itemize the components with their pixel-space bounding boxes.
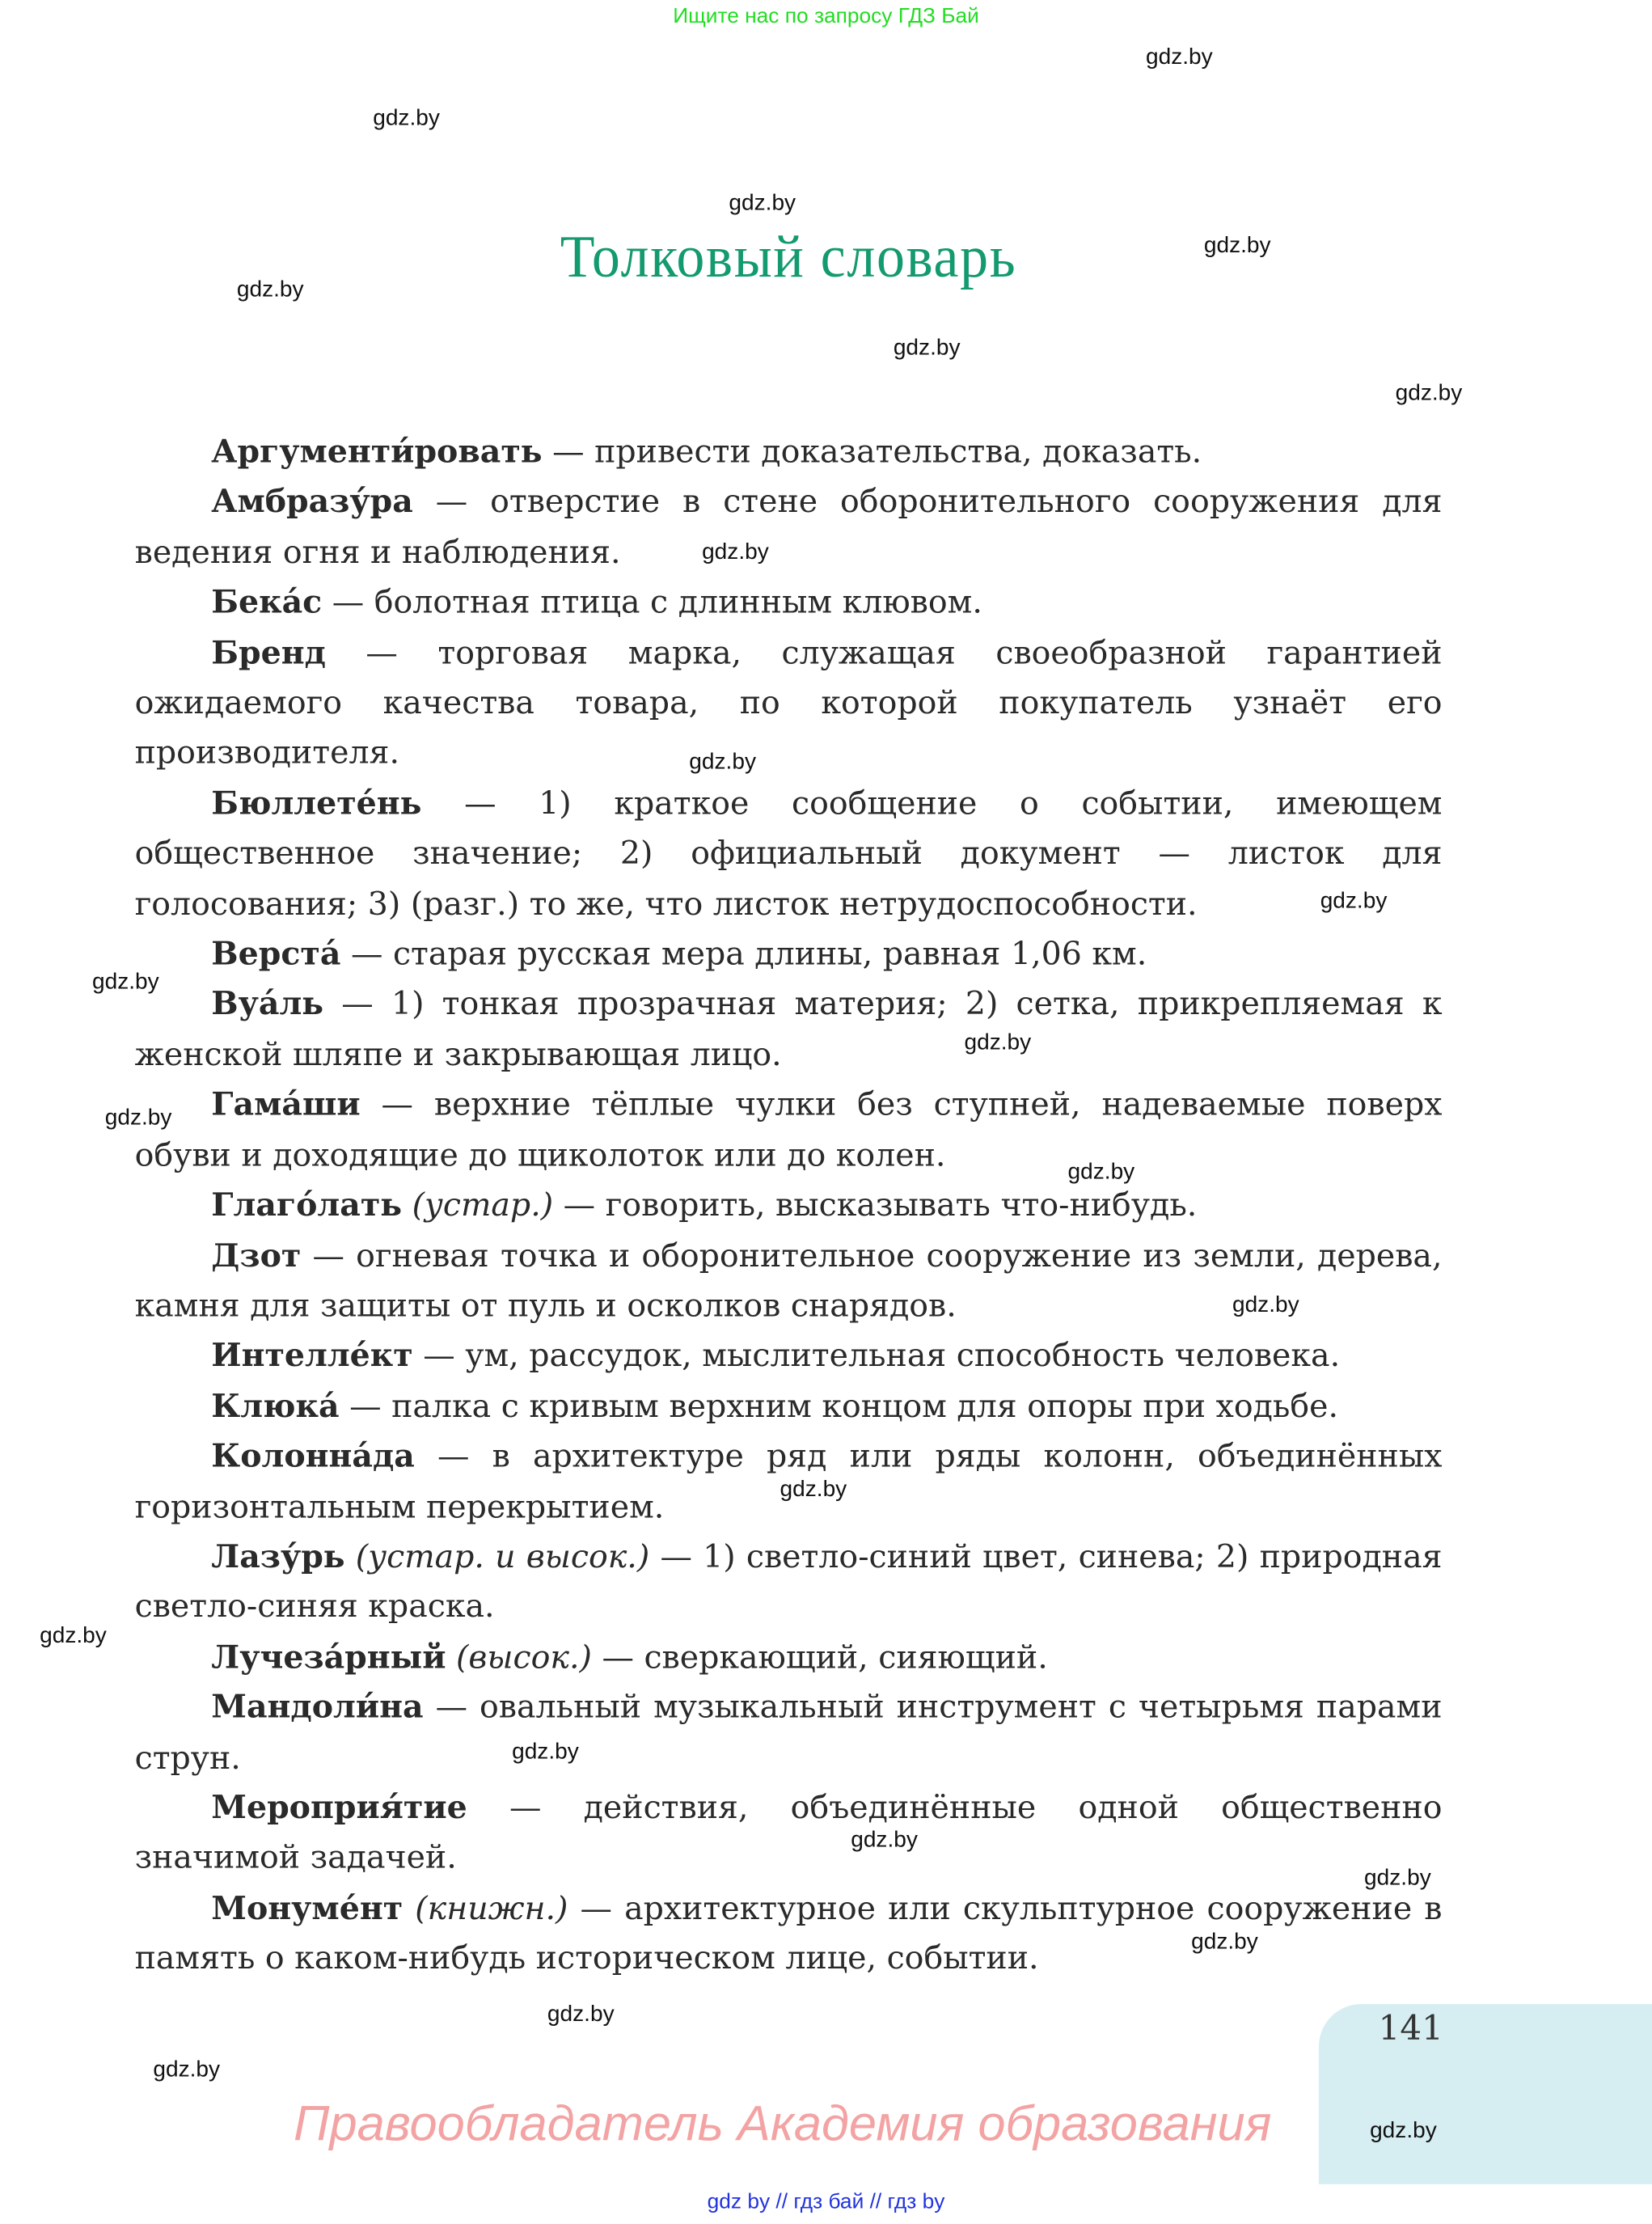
entry-term: Лучеза́рный: [211, 1638, 446, 1676]
gdz-watermark: gdz.by: [153, 2057, 221, 2082]
entry-term: Глаго́лать: [211, 1187, 403, 1224]
entry-definition: — 1) тонкая прозрачная материя; 2) сетка, прикрепляемая к женской шляпе и закрывающая лицо.: [134, 986, 1443, 1074]
footer-links: gdz by // гдз бай // гдз by: [707, 2189, 945, 2214]
entry-note: (устар.): [402, 1187, 554, 1224]
entry-term: Клюка́: [211, 1388, 340, 1425]
page-title: Толковый словарь: [560, 225, 1017, 291]
entry-term: Колонна́да: [211, 1438, 415, 1476]
entry-term: Интелле́кт: [211, 1338, 413, 1375]
entry-term: Бюллете́нь: [211, 785, 422, 822]
gdz-watermark: gdz.by: [1203, 234, 1271, 259]
entry-definition: — палка с кривым верхним концом для опоры при ходьбе.: [339, 1388, 1339, 1425]
gdz-watermark: gdz.by: [1145, 45, 1213, 70]
search-hint-banner: Ищите нас по запросу ГДЗ Бай: [673, 4, 979, 29]
entry-definition: — 1) краткое сообщение о событии, имеющем общественное значение; 2) официальный документ — листок для голосования; 3) (разг.) то же, что листок нетрудоспособности.: [134, 785, 1443, 924]
entry-note: (устар. и высок.): [344, 1538, 650, 1576]
gdz-watermark: gdz.by: [1067, 1160, 1135, 1185]
gdz-watermark: gdz.by: [851, 1828, 918, 1853]
gdz-watermark: gdz.by: [236, 277, 304, 302]
gdz-watermark: gdz.by: [40, 1623, 107, 1648]
entry-definition: — овальный музыкальный инструмент с четырьмя парами струн.: [134, 1689, 1443, 1777]
dictionary-entry: [135, 1182, 1443, 1232]
entry-term: Лазу́рь: [211, 1538, 345, 1576]
entry-term: Монуме́нт: [211, 1890, 403, 1927]
gdz-watermark: gdz.by: [91, 970, 159, 995]
dictionary-entry: [135, 1382, 1443, 1432]
entry-term: Вуа́ль: [211, 986, 324, 1024]
gdz-watermark: gdz.by: [373, 106, 440, 131]
dictionary-entry: [135, 780, 1443, 930]
dictionary-entry: [135, 1533, 1443, 1634]
entry-term: Гама́ши: [211, 1086, 361, 1124]
entry-definition: — старая русская мера длины, равная 1,06 км.: [340, 936, 1147, 974]
page-number: 141: [1378, 2008, 1443, 2049]
entry-note: (высок.): [446, 1638, 592, 1676]
entry-definition: — привести доказательства, доказать.: [542, 433, 1202, 471]
entry-definition: — ум, рассудок, мыслительная способность человека.: [412, 1338, 1341, 1375]
gdz-watermark: gdz.by: [729, 191, 796, 216]
entry-definition: — верхние тёплые чулки без ступней, надеваемые поверх обуви и доходящие до щиколоток или до колен.: [134, 1086, 1443, 1174]
entry-term: Бека́с: [211, 584, 323, 622]
gdz-watermark: gdz.by: [893, 336, 961, 361]
dictionary-entry: [135, 579, 1443, 629]
entry-definition: — в архитектуре ряд или ряды колонн, объединённых горизонтальным перекрытием.: [134, 1438, 1443, 1526]
dictionary-entry: [135, 1684, 1443, 1784]
entry-term: Мероприя́тие: [211, 1790, 467, 1827]
gdz-watermark: gdz.by: [104, 1106, 172, 1131]
entry-definition: — 1) светло-синий цвет, синева; 2) природная светло-синяя краска.: [134, 1538, 1443, 1626]
dictionary-entry: [135, 1081, 1443, 1182]
dictionary-entry: [135, 429, 1443, 479]
dictionary-entry: [135, 981, 1443, 1081]
entry-term: Аргументи́ровать: [211, 433, 543, 471]
rights-holder-watermark: Правообладатель Академия образования: [294, 2095, 1272, 2152]
dictionary-entries: [135, 429, 1443, 1985]
page-number-tab: [1319, 2004, 1652, 2184]
gdz-watermark: gdz.by: [780, 1478, 847, 1503]
entry-term: Дзот: [211, 1237, 302, 1275]
entry-definition: — действия, объединённые одной общественно значимой задачей.: [134, 1790, 1443, 1877]
gdz-watermark: gdz.by: [702, 540, 769, 564]
entry-definition: — архитектурное или скульптурное сооружение в память о каком-нибудь историческом лице, событии.: [134, 1890, 1443, 1977]
gdz-watermark: gdz.by: [1370, 2119, 1437, 2143]
gdz-watermark: gdz.by: [1364, 1866, 1431, 1891]
gdz-watermark: gdz.by: [964, 1030, 1032, 1055]
entry-definition: — отверстие в стене оборонительного сооружения для ведения огня и наблюдения.: [134, 484, 1443, 572]
entry-definition: — болотная птица с длинным клювом.: [322, 584, 982, 622]
gdz-watermark: gdz.by: [1395, 381, 1463, 406]
dictionary-entry: [135, 1634, 1443, 1684]
entry-term: Верста́: [211, 936, 341, 974]
gdz-watermark: gdz.by: [1320, 889, 1388, 914]
entry-term: Мандоли́на: [211, 1689, 424, 1727]
dictionary-entry: [135, 629, 1443, 780]
gdz-watermark: gdz.by: [547, 2002, 615, 2027]
dictionary-entry: [135, 1784, 1443, 1884]
entry-term: Бренд: [211, 635, 326, 672]
dictionary-entry: [135, 1332, 1443, 1382]
dictionary-entry: [135, 479, 1443, 579]
entry-definition: — говорить, высказывать что-нибудь.: [553, 1187, 1198, 1224]
entry-term: Амбразу́ра: [211, 484, 413, 522]
entry-definition: — торговая марка, служащая своеобразной гарантией ожидаемого качества товара, по которой покупатель узнаёт его производителя.: [134, 635, 1443, 772]
gdz-watermark: gdz.by: [1232, 1293, 1299, 1318]
gdz-watermark: gdz.by: [1191, 1930, 1258, 1955]
gdz-watermark: gdz.by: [512, 1740, 579, 1765]
dictionary-entry: [135, 931, 1443, 981]
entry-definition: — сверкающий, сияющий.: [591, 1638, 1048, 1676]
entry-note: (книжн.): [403, 1890, 568, 1927]
entry-definition: — огневая точка и оборонительное сооружение из земли, дерева, камня для защиты от пуль и осколков снарядов.: [134, 1237, 1443, 1325]
gdz-watermark: gdz.by: [689, 750, 756, 775]
